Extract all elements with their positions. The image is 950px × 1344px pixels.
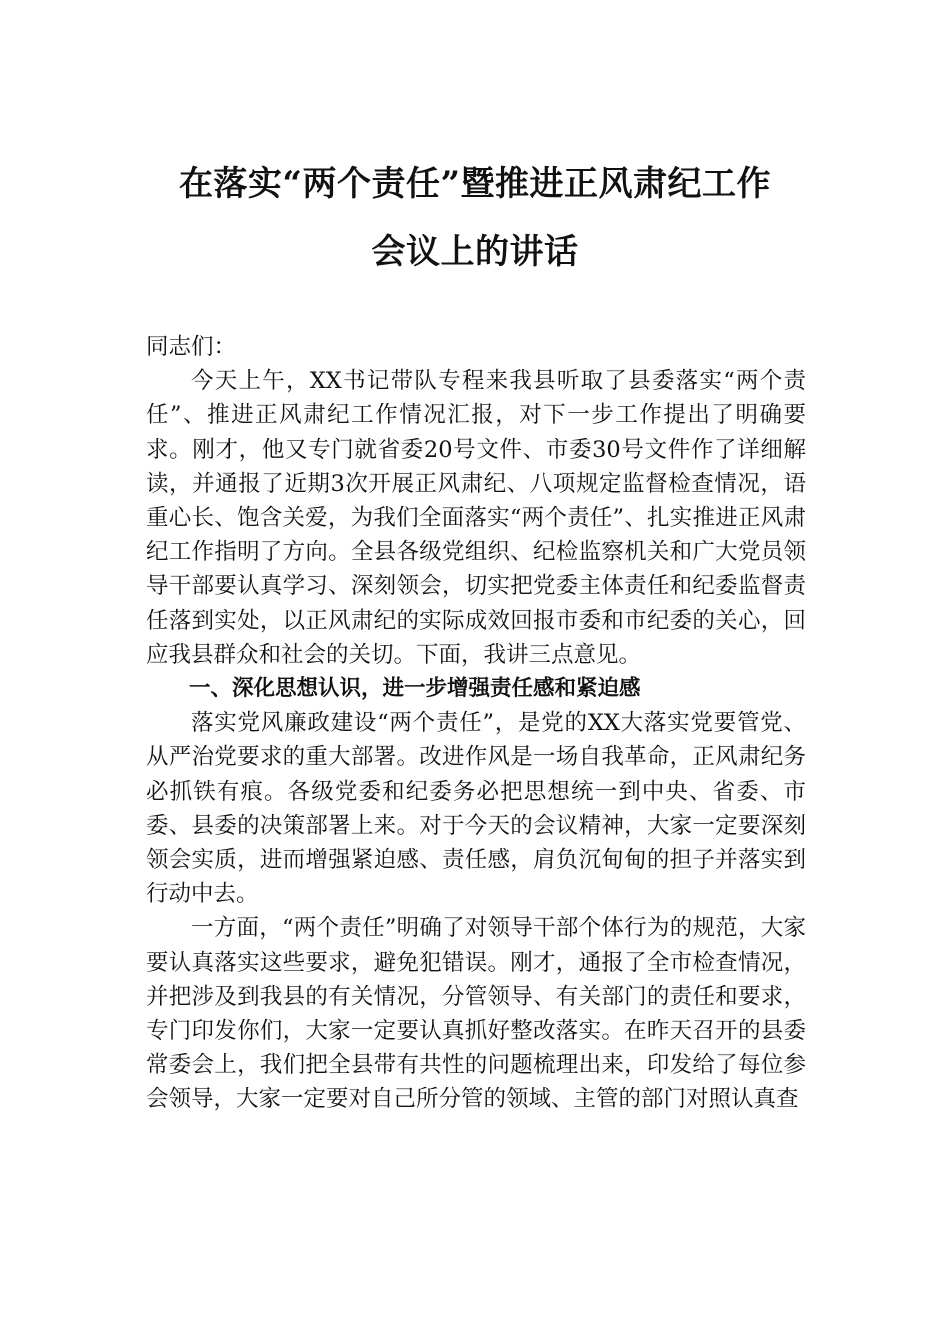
salutation: 同志们：	[146, 334, 237, 360]
section-1-paragraph-1: 落实党风廉政建设“两个责任”，是党的XX大落实党要管党、从严治党要求的重大部署。改进作风是一场自我革命，正风肃纪务必抓铁有痕。各级党委和纪委务必把思想统一到中央、省委、市委、县委的决策部署上来。对于今天的会议精神，大家一定要深刻领会实质，进而增强紧迫感、责任感，肩负沉甸甸的担子并落实到行动中去。	[146, 710, 806, 908]
document-body	[146, 330, 806, 1117]
section-1-heading: 一、深化思想认识，进一步增强责任感和紧迫感	[189, 676, 641, 702]
section-1-paragraph-2: 一方面，“两个责任”明确了对领导干部个体行为的规范，大家要认真落实这些要求，避免犯错误。刚才，通报了全市检查情况，并把涉及到我县的有关情况，分管领导、有关部门的责任和要求，专门印发你们，大家一定要认真抓好整改落实。在昨天召开的县委常委会上，我们把全县带有共性的问题梳理出来，印发给了每位参会领导，大家一定要对自己所分管的领域、主管的部门对照认真查	[146, 915, 806, 1113]
document-title-line-2: 会议上的讲话	[371, 232, 579, 272]
document-title-line-1: 在落实“两个责任”暨推进正风肃纪工作	[178, 164, 772, 204]
intro-paragraph: 今天上午，XX书记带队专程来我县听取了县委落实“两个责任”、推进正风肃纪工作情况汇报，对下一步工作提出了明确要求。刚才，他又专门就省委20号文件、市委30号文件作了详细解读，并通报了近期3次开展正风肃纪、八项规定监督检查情况，语重心长、饱含关爱，为我们全面落实“两个责任”、扎实推进正风肃纪工作指明了方向。全县各级党组织、纪检监察机关和广大党员领导干部要认真学习、深刻领会，切实把党委主体责任和纪委监督责任落到实处，以正风肃纪的实际成效回报市委和市纪委的关心，回应我县群众和社会的关切。下面，我讲三点意见。	[146, 368, 806, 668]
